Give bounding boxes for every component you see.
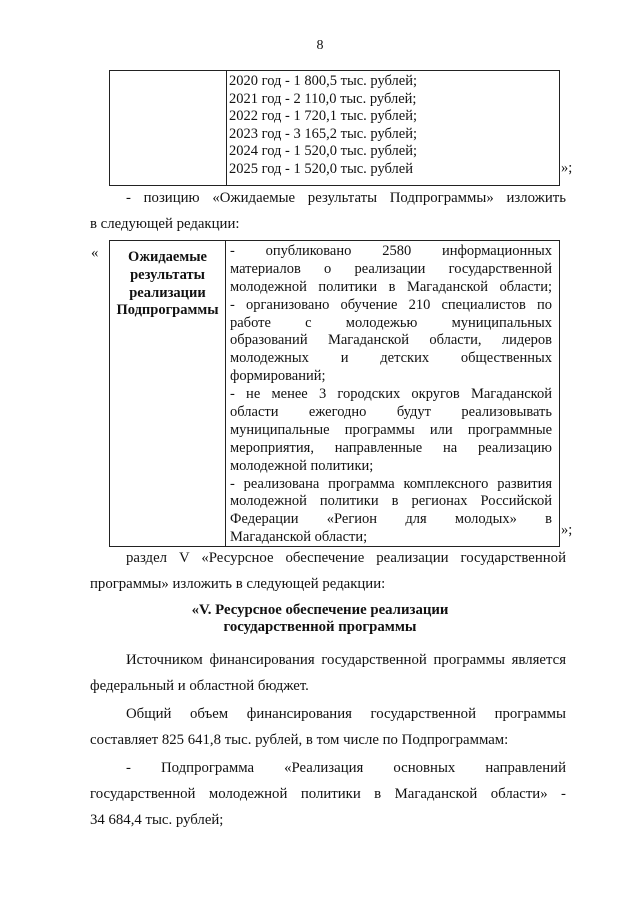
result-line: молодежной политики в Магаданской области; <box>230 278 552 295</box>
paragraph-line: государственной молодежной политики в Магаданской области» - <box>90 786 566 802</box>
table2-closing-quote: »; <box>561 522 573 538</box>
result-line: муниципальные программы или программные <box>230 421 552 438</box>
instruction-line: - позицию «Ожидаемые результаты Подпрограммы» изложить <box>126 190 566 206</box>
funding-table <box>109 70 560 186</box>
paragraph-line: федеральный и областной бюджет. <box>90 678 309 694</box>
table1-closing-quote: »; <box>561 160 573 176</box>
funding-line: 2022 год - 1 720,1 тыс. рублей; <box>229 108 417 125</box>
result-line: - организовано обучение 210 специалистов по <box>230 296 552 313</box>
funding-line: 2024 год - 1 520,0 тыс. рублей; <box>229 143 417 160</box>
result-line: формирований; <box>230 368 326 385</box>
expected-results-header <box>110 249 225 320</box>
instruction-line: раздел V «Ресурсное обеспечение реализации государственной <box>126 550 566 566</box>
expected-results-table <box>109 240 560 547</box>
result-line: Магаданской области; <box>230 529 368 546</box>
page-number: 8 <box>316 38 324 53</box>
result-line: работе с молодежью муниципальных <box>230 314 552 331</box>
header-line: Ожидаемые <box>128 249 207 265</box>
result-line: молодежных и детских общественных <box>230 350 552 367</box>
result-line: Федерации «Регион для молодых» в <box>230 511 552 528</box>
result-line: - реализована программа комплексного развития <box>230 475 552 492</box>
funding-line: 2023 год - 3 165,2 тыс. рублей; <box>229 125 417 142</box>
funding-line: 2021 год - 2 110,0 тыс. рублей; <box>229 90 417 107</box>
header-line: реализации <box>129 284 206 301</box>
paragraph-line: составляет 825 641,8 тыс. рублей, в том числе по Подпрограммам: <box>90 732 509 748</box>
result-line: области ежегодно будут реализовывать <box>230 404 552 421</box>
expected-results-body <box>230 243 552 547</box>
header-line: Подпрограммы <box>116 302 219 319</box>
instruction-line: в следующей редакции: <box>90 216 240 232</box>
paragraph-line: 34 684,4 тыс. рублей; <box>90 812 224 828</box>
result-line: образований Магаданской области, лидеров <box>230 332 552 349</box>
funding-year-list <box>229 73 417 179</box>
paragraph-line: Общий объем финансирования государственной программы <box>126 706 566 722</box>
paragraph-line: - Подпрограмма «Реализация основных направлений <box>126 760 566 776</box>
result-line: молодежной политики; <box>230 457 374 474</box>
table2-open-quote: « <box>91 245 99 261</box>
result-line: мероприятия, направленные на реализацию <box>230 439 552 456</box>
header-line: результаты <box>130 266 205 283</box>
instruction-line: программы» изложить в следующей редакции: <box>90 576 386 592</box>
table-column-divider <box>226 71 227 185</box>
result-line: - не менее 3 городских округов Магаданской <box>230 386 552 403</box>
funding-line: 2020 год - 1 800,5 тыс. рублей; <box>229 73 417 89</box>
table-column-divider <box>225 241 226 546</box>
result-line: - опубликовано 2580 информационных <box>230 243 552 259</box>
paragraph-line: Источником финансирования государственной программы является <box>126 652 566 668</box>
section-heading-line: «V. Ресурсное обеспечение реализации <box>191 602 449 618</box>
section-heading-line: государственной программы <box>223 619 417 635</box>
funding-line: 2025 год - 1 520,0 тыс. рублей <box>229 160 413 177</box>
result-line: материалов о реализации государственной <box>230 260 552 277</box>
result-line: молодежной политики в регионах Российской <box>230 493 552 510</box>
